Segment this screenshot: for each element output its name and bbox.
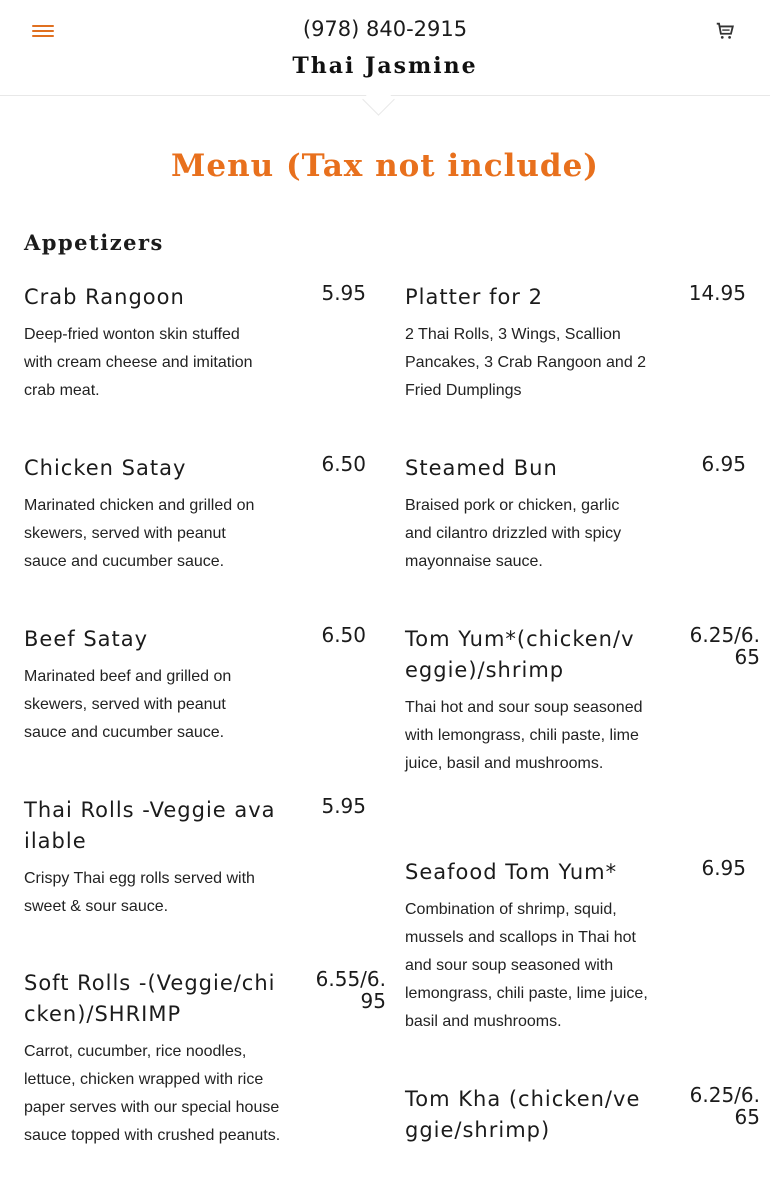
item-description: Marinated beef and grilled on skewers, served with peanut sauce and cucumber sauce.: [24, 668, 232, 741]
item-price: 14.95: [688, 281, 746, 305]
menu-item: [24, 453, 386, 624]
menu-title: Menu (Tax not include): [171, 148, 599, 184]
item-price: 6.95: [701, 452, 746, 476]
item-price: 6.50: [321, 452, 366, 476]
item-name: Tom Yum*(chicken/veggie)/shrimp: [405, 627, 635, 682]
item-name: Thai Rolls -Veggie available: [24, 798, 276, 853]
menu-item: [405, 1084, 760, 1146]
menu-item: [24, 624, 386, 795]
item-price: 6.55/6.95: [315, 967, 386, 1013]
item-name: Tom Kha (chicken/veggie/shrimp): [405, 1087, 641, 1142]
menu-item: [24, 795, 386, 968]
menu-item: [405, 857, 760, 1084]
item-description: Braised pork or chicken, garlic and cilantro drizzled with spicy mayonnaise sauce.: [405, 497, 622, 570]
item-price: 5.95: [321, 281, 366, 305]
menu-item: [405, 624, 760, 857]
item-description: Thai hot and sour soup seasoned with lemongrass, chili paste, lime juice, basil and mushrooms.: [405, 699, 643, 772]
menu-item: [405, 453, 760, 624]
item-price: 6.95: [701, 856, 746, 880]
item-description: Crispy Thai egg rolls served with sweet & sour sauce.: [24, 870, 255, 915]
item-price: 6.25/6.65: [689, 1083, 760, 1129]
menu-item: [24, 282, 386, 453]
item-description: Combination of shrimp, squid, mussels and scallops in Thai hot and sour soup seasoned with lemongrass, chili paste, lime juice, basil and mushrooms.: [405, 901, 648, 1030]
shopping-cart-icon[interactable]: [714, 20, 736, 42]
item-description: Marinated chicken and grilled on skewers, served with peanut sauce and cucumber sauce.: [24, 497, 255, 570]
item-price: 6.50: [321, 623, 366, 647]
menu-column-left: [24, 282, 386, 1150]
menu-item: [405, 282, 760, 453]
item-name: Platter for 2: [405, 285, 543, 309]
menu-item: [24, 968, 386, 1150]
item-name: Beef Satay: [24, 627, 149, 651]
item-name: Steamed Bun: [405, 456, 558, 480]
section-title-appetizers: Appetizers: [24, 230, 164, 255]
item-name: Soft Rolls -(Veggie/chicken)/SHRIMP: [24, 971, 276, 1026]
phone-number-link[interactable]: (978) 840-2915: [302, 17, 468, 41]
item-name: Chicken Satay: [24, 456, 187, 480]
brand-title[interactable]: Thai Jasmine: [292, 53, 478, 79]
site-header: [0, 0, 770, 96]
menu-column-right: [405, 282, 760, 1146]
item-name: Crab Rangoon: [24, 285, 185, 309]
item-name: Seafood Tom Yum*: [405, 860, 618, 884]
item-price: 5.95: [321, 794, 366, 818]
item-description: Carrot, cucumber, rice noodles, lettuce, chicken wrapped with rice paper serves with our special house sauce topped with crushed peanuts.: [24, 1043, 281, 1144]
item-description: Deep-fried wonton skin stuffed with cream cheese and imitation crab meat.: [24, 326, 253, 399]
item-price: 6.25/6.65: [689, 623, 760, 669]
item-description: 2 Thai Rolls, 3 Wings, Scallion Pancakes, 3 Crab Rangoon and 2 Fried Dumplings: [405, 326, 647, 399]
